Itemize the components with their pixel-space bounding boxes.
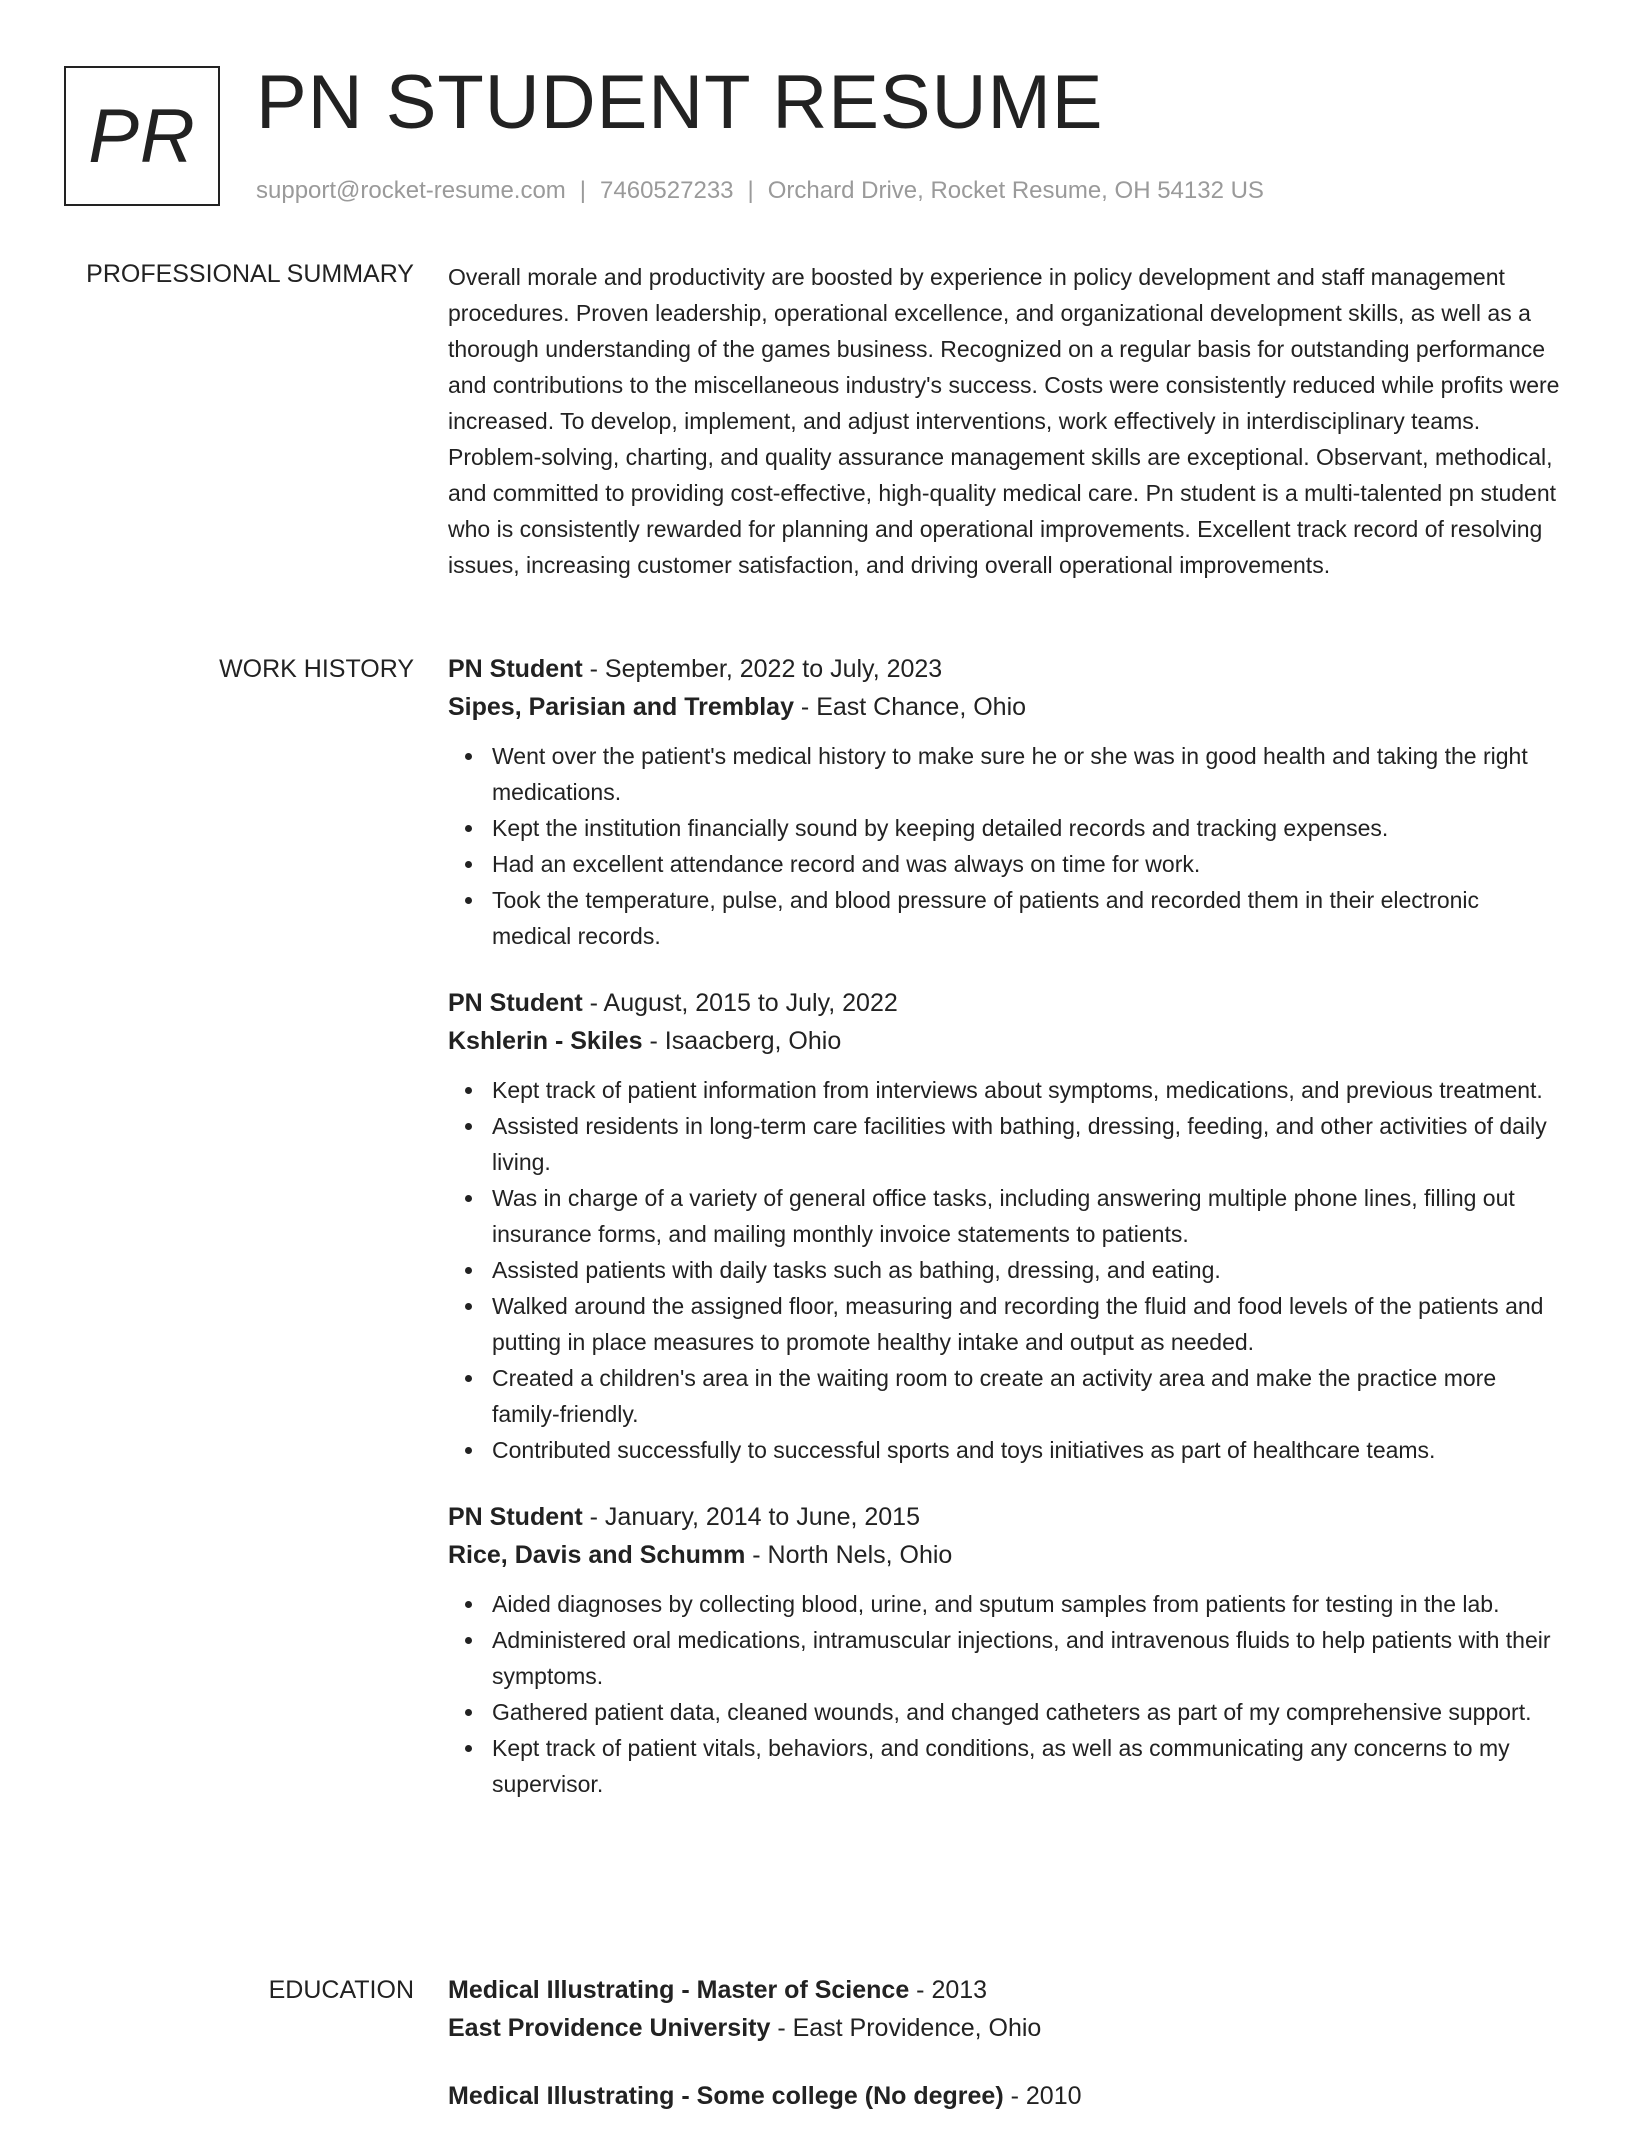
job-bullet: Was in charge of a variety of general office tasks, including answering multiple phone lines, filling out insurance forms, and mailing monthly invoice statements to patients. bbox=[448, 1180, 1564, 1252]
job-entry bbox=[448, 650, 1564, 954]
summary-body bbox=[448, 259, 1564, 583]
contact-phone[interactable]: 7460527233 bbox=[600, 177, 734, 204]
job-bullet: Took the temperature, pulse, and blood pressure of patients and recorded them in their electronic medical records. bbox=[448, 882, 1564, 954]
job-bullet-list bbox=[448, 738, 1564, 954]
job-title-line bbox=[448, 1498, 1564, 1536]
job-dates: - September, 2022 to July, 2023 bbox=[582, 655, 943, 683]
job-company: Sipes, Parisian and Tremblay bbox=[448, 693, 794, 721]
job-entry bbox=[448, 984, 1564, 1468]
job-location: - East Chance, Ohio bbox=[793, 693, 1027, 721]
job-bullet: Kept track of patient vitals, behaviors, and conditions, as well as communicating any concerns to my supervisor. bbox=[448, 1730, 1564, 1802]
job-location: - North Nels, Ohio bbox=[745, 1541, 953, 1569]
job-bullet: Kept track of patient information from interviews about symptoms, medications, and previous treatment. bbox=[448, 1072, 1564, 1108]
summary-text: Overall morale and productivity are boosted by experience in policy development and staff management procedures. Proven leadership, operational excellence, and organizational development skills, as well as a thorough understanding of the games business. Recognized on a regular basis for outstanding performance and contributions to the miscellaneous industry's success. Costs were consistently reduced while profits were increased. To develop, implement, and adjust interventions, work effectively in interdisciplinary teams. Problem-solving, charting, and quality assurance management skills are exceptional. Observant, methodical, and committed to providing cost-effective, high-quality medical care. Pn student is a multi-talented pn student who is consistently rewarded for planning and operational improvements. Excellent track record of resolving issues, increasing customer satisfaction, and driving overall operational improvements. bbox=[448, 264, 1560, 578]
education-entry bbox=[448, 1971, 1564, 2047]
job-location: - Isaacberg, Ohio bbox=[642, 1027, 842, 1055]
job-company-line bbox=[448, 688, 1564, 726]
monogram-logo: PR bbox=[64, 66, 220, 206]
job-company: Kshlerin - Skiles bbox=[448, 1027, 643, 1055]
education-degree: Medical Illustrating - Some college (No degree) bbox=[448, 2082, 1004, 2110]
education-degree: Medical Illustrating - Master of Science bbox=[448, 1976, 910, 2004]
contact-separator: | bbox=[747, 177, 754, 204]
page-title: PN STUDENT RESUME bbox=[256, 60, 1104, 145]
job-dates: - August, 2015 to July, 2022 bbox=[582, 989, 898, 1017]
section-heading-education: EDUCATION bbox=[268, 1976, 414, 2004]
job-bullet-list bbox=[448, 1072, 1564, 1468]
section-heading-work-history: WORK HISTORY bbox=[219, 655, 414, 683]
education-year: - 2013 bbox=[909, 1976, 988, 2004]
job-bullet: Assisted residents in long-term care facilities with bathing, dressing, feeding, and other activities of daily living. bbox=[448, 1108, 1564, 1180]
job-bullet: Administered oral medications, intramuscular injections, and intravenous fluids to help patients with their symptoms. bbox=[448, 1622, 1564, 1694]
job-title-line bbox=[448, 650, 1564, 688]
job-title-line bbox=[448, 984, 1564, 1022]
education-entry bbox=[448, 2077, 1564, 2115]
job-entry bbox=[448, 1498, 1564, 1802]
education-year: - 2010 bbox=[1003, 2082, 1082, 2110]
job-bullet: Went over the patient's medical history to make sure he or she was in good health and taking the right medications. bbox=[448, 738, 1564, 810]
contact-line bbox=[256, 176, 1264, 206]
education-school: East Providence University bbox=[448, 2014, 771, 2042]
section-heading-summary: PROFESSIONAL SUMMARY bbox=[86, 260, 414, 288]
education-school-line bbox=[448, 2009, 1564, 2047]
education-degree-line bbox=[448, 2077, 1564, 2115]
contact-separator: | bbox=[579, 177, 587, 204]
job-company-line bbox=[448, 1022, 1564, 1060]
job-bullet: Had an excellent attendance record and was always on time for work. bbox=[448, 846, 1564, 882]
job-bullet: Contributed successfully to successful sports and toys initiatives as part of healthcare teams. bbox=[448, 1432, 1564, 1468]
contact-address: Orchard Drive, Rocket Resume, OH 54132 US bbox=[767, 177, 1264, 204]
education-body bbox=[448, 1971, 1564, 2145]
work-history-body bbox=[448, 650, 1564, 1832]
job-title: PN Student bbox=[448, 989, 583, 1017]
job-bullet: Gathered patient data, cleaned wounds, and changed catheters as part of my comprehensive support. bbox=[448, 1694, 1564, 1730]
education-degree-line bbox=[448, 1971, 1564, 2009]
job-bullet: Walked around the assigned floor, measuring and recording the fluid and food levels of the patients and putting in place measures to promote healthy intake and output as needed. bbox=[448, 1288, 1564, 1360]
job-company-line bbox=[448, 1536, 1564, 1574]
job-bullet: Created a children's area in the waiting room to create an activity area and make the practice more family-friendly. bbox=[448, 1360, 1564, 1432]
education-location: - East Providence, Ohio bbox=[770, 2014, 1042, 2042]
job-bullet: Kept the institution financially sound by keeping detailed records and tracking expenses. bbox=[448, 810, 1564, 846]
job-bullet: Assisted patients with daily tasks such as bathing, dressing, and eating. bbox=[448, 1252, 1564, 1288]
job-bullet: Aided diagnoses by collecting blood, urine, and sputum samples from patients for testing in the lab. bbox=[448, 1586, 1564, 1622]
job-title: PN Student bbox=[448, 1503, 583, 1531]
job-dates: - January, 2014 to June, 2015 bbox=[582, 1503, 920, 1531]
contact-email[interactable]: support@rocket-resume.com bbox=[256, 177, 566, 204]
job-bullet-list bbox=[448, 1586, 1564, 1802]
job-title: PN Student bbox=[448, 655, 583, 683]
job-company: Rice, Davis and Schumm bbox=[448, 1541, 746, 1569]
